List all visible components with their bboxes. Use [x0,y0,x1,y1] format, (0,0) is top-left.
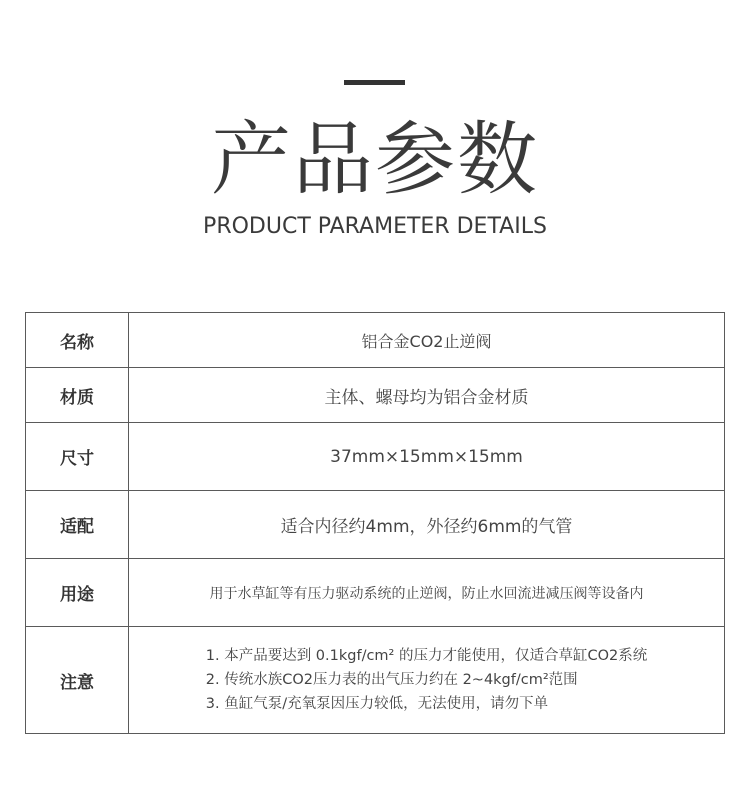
page-subtitle: PRODUCT PARAMETER DETAILS [203,214,547,239]
table-row [26,627,725,734]
title-dash-decoration [344,80,405,85]
param-value-name: 铝合金CO2止逆阀 [129,313,725,368]
param-key-notes: 注意 [26,627,129,734]
param-value-notes [129,627,725,734]
param-key-material: 材质 [26,368,129,423]
param-value-fit: 适合内径约4mm，外径约6mm的气管 [129,491,725,559]
page-title: 产品参数 [211,113,539,206]
param-value-material: 主体、螺母均为铝合金材质 [129,368,725,423]
notes-item: 2. 传统水族CO2压力表的出气压力约在 2~4kgf/cm²范围 [205,672,578,688]
table-row [26,491,725,559]
param-key-size: 尺寸 [26,423,129,491]
table-row [26,313,725,368]
param-key-usage: 用途 [26,559,129,627]
param-value-size: 37mm×15mm×15mm [129,423,725,491]
param-key-fit: 适配 [26,491,129,559]
table-row [26,559,725,627]
notes-item: 1. 本产品要达到 0.1kgf/cm² 的压力才能使用，仅适合草缸CO2系统 [205,648,648,664]
parameter-table [25,312,725,734]
param-key-name: 名称 [26,313,129,368]
notes-list [206,644,647,716]
table-row [26,423,725,491]
table-row [26,368,725,423]
notes-item: 3. 鱼缸气泵/充氧泵因压力较低，无法使用，请勿下单 [205,696,549,712]
param-value-usage: 用于水草缸等有压力驱动系统的止逆阀，防止水回流进减压阀等设备内 [129,559,725,627]
